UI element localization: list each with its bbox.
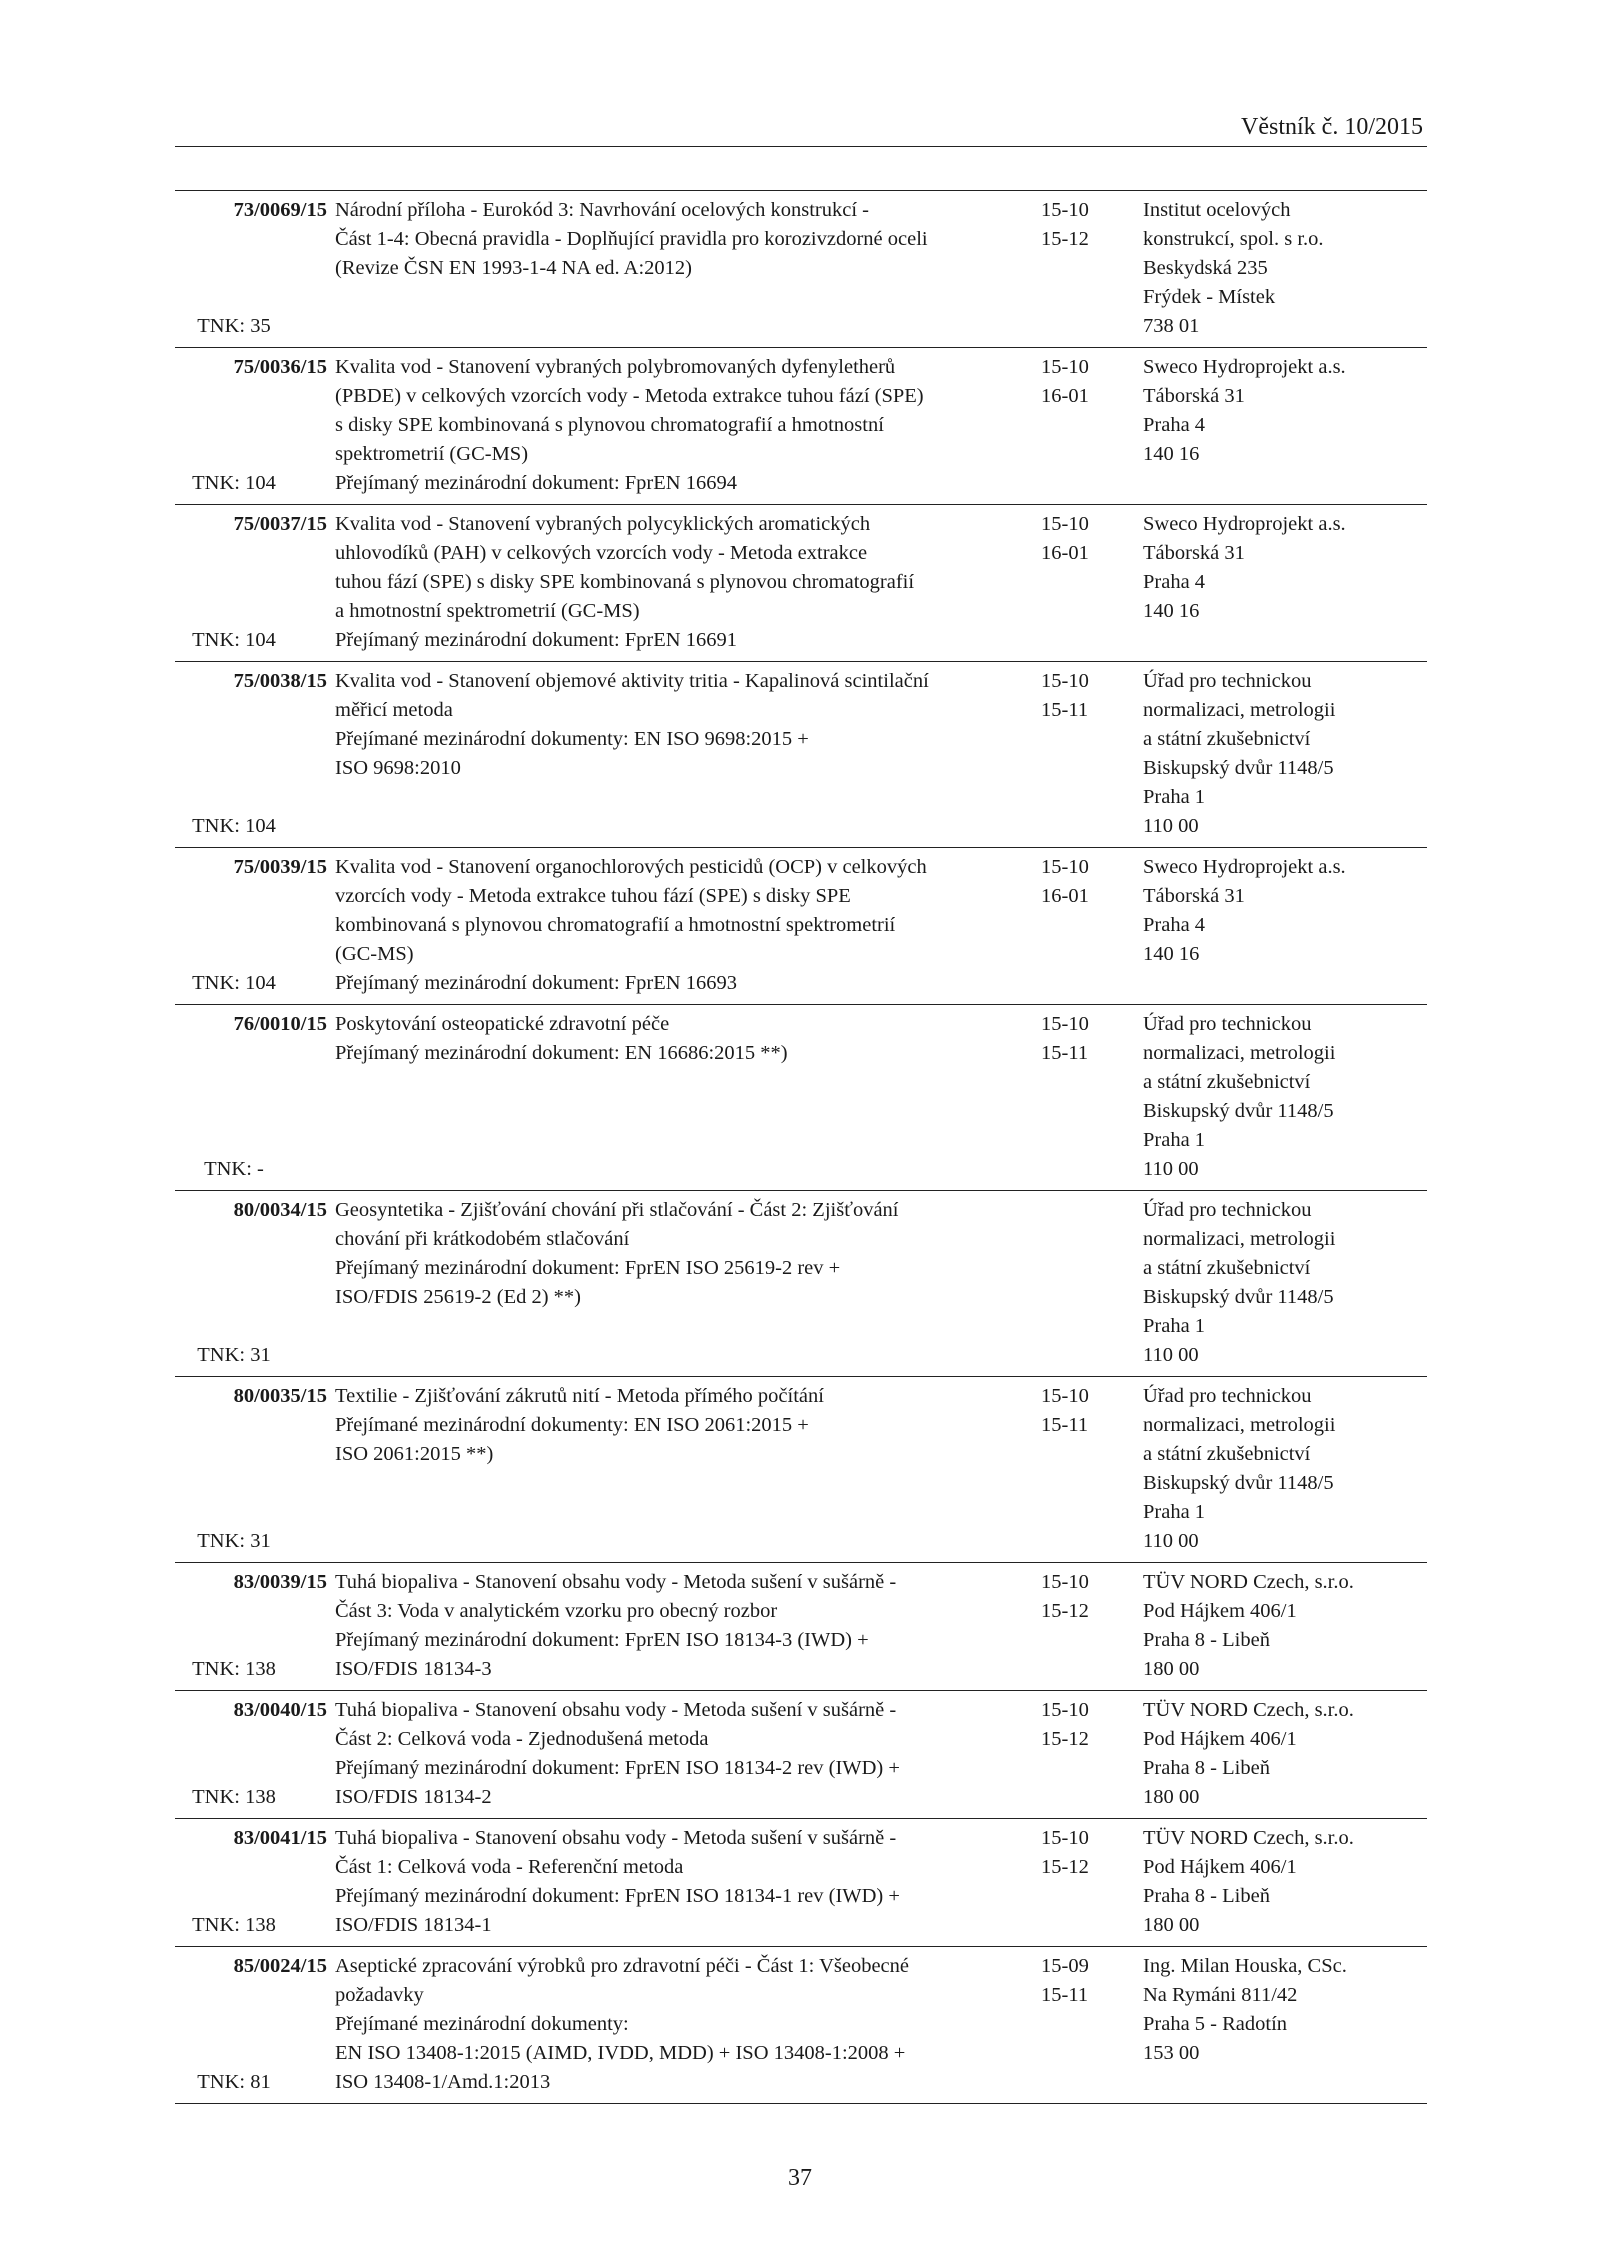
record-date: 16-01	[1041, 885, 1089, 907]
record-dates-cell	[1035, 1947, 1139, 2104]
record-organization-cell	[1139, 1191, 1427, 1377]
record-organization-line: Úřad pro technickou	[1143, 1385, 1312, 1407]
record-title-line: uhlovodíků (PAH) v celkových vzorcích vody - Metoda extrakce	[335, 542, 868, 564]
record-date: 15-12	[1041, 1856, 1089, 1878]
record-id-cell	[175, 1691, 327, 1819]
record-dates-cell	[1035, 1191, 1139, 1377]
record-title-line: Geosyntetika - Zjišťování chování při stlačování - Část 2: Zjišťování	[335, 1199, 899, 1221]
record-organization-line: 110 00	[1143, 815, 1199, 837]
record-organization-line: Institut ocelových	[1143, 199, 1291, 221]
record-title-line: požadavky	[335, 1984, 424, 2006]
table-row	[175, 1819, 1427, 1947]
record-organization-line: Praha 8 - Libeň	[1143, 1629, 1270, 1651]
record-organization-cell	[1139, 662, 1427, 848]
record-date: 15-10	[1041, 1699, 1089, 1721]
record-dates-cell	[1035, 1005, 1139, 1191]
record-organization-line: 180 00	[1143, 1786, 1200, 1808]
record-organization-line: Pod Hájkem 406/1	[1143, 1600, 1297, 1622]
record-date: 15-10	[1041, 199, 1089, 221]
record-organization-line: Biskupský dvůr 1148/5	[1143, 757, 1334, 779]
record-title-line: ISO/FDIS 18134-2	[335, 1786, 492, 1808]
record-id-cell	[175, 1005, 327, 1191]
record-organization-line: Na Rymáni 811/42	[1143, 1984, 1298, 2006]
table-row	[175, 1377, 1427, 1563]
record-title-line: Aseptické zpracování výrobků pro zdravotní péči - Část 1: Všeobecné	[335, 1955, 909, 1977]
record-organization-line: normalizaci, metrologii	[1143, 1414, 1336, 1436]
record-tnk: TNK: 104	[192, 815, 276, 837]
record-title-line: Část 1-4: Obecná pravidla - Doplňující pravidla pro korozivzdorné oceli	[335, 228, 928, 250]
record-organization-cell	[1139, 1377, 1427, 1563]
record-tnk: TNK: 81	[197, 2071, 271, 2093]
record-id: 75/0039/15	[233, 856, 327, 878]
record-tnk: TNK: 138	[192, 1658, 276, 1680]
record-title-line: a hmotnostní spektrometrií (GC-MS)	[335, 600, 640, 622]
record-title-line: Tuhá biopaliva - Stanovení obsahu vody - Metoda sušení v sušárně -	[335, 1699, 897, 1721]
record-title-cell	[327, 1005, 1035, 1191]
record-id: 80/0035/15	[233, 1385, 327, 1407]
record-title-line: Kvalita vod - Stanovení organochlorových pesticidů (OCP) v celkových	[335, 856, 927, 878]
record-title-line: Přejímaný mezinárodní dokument: FprEN ISO 18134-1 rev (IWD) +	[335, 1885, 900, 1907]
record-organization-line: TÜV NORD Czech, s.r.o.	[1143, 1699, 1354, 1721]
record-organization-line: Sweco Hydroprojekt a.s.	[1143, 356, 1346, 378]
record-title-line: (PBDE) v celkových vzorcích vody - Metoda extrakce tuhou fází (SPE)	[335, 385, 924, 407]
record-id: 83/0041/15	[233, 1827, 327, 1849]
table-row	[175, 1691, 1427, 1819]
record-organization-line: Táborská 31	[1143, 542, 1245, 564]
record-dates-cell	[1035, 348, 1139, 505]
record-tnk: TNK: 138	[192, 1786, 276, 1808]
record-title-cell	[327, 1691, 1035, 1819]
record-dates-cell	[1035, 1563, 1139, 1691]
record-tnk: TNK: 31	[197, 1530, 271, 1552]
record-title-line: Národní příloha - Eurokód 3: Navrhování ocelových konstrukcí -	[335, 199, 870, 221]
record-organization-cell	[1139, 505, 1427, 662]
record-organization-line: Biskupský dvůr 1148/5	[1143, 1472, 1334, 1494]
record-title-line: ISO/FDIS 25619-2 (Ed 2) **)	[335, 1286, 581, 1308]
record-title-line: Poskytování osteopatické zdravotní péče	[335, 1013, 670, 1035]
record-title-cell	[327, 1947, 1035, 2104]
record-organization-cell	[1139, 1947, 1427, 2104]
record-organization-line: Úřad pro technickou	[1143, 670, 1312, 692]
page-header	[175, 112, 1427, 147]
record-id: 80/0034/15	[233, 1199, 327, 1221]
record-title-cell	[327, 1819, 1035, 1947]
page-number: 37	[788, 2165, 812, 2191]
record-organization-cell	[1139, 848, 1427, 1005]
record-title-line: Přejímaný mezinárodní dokument: FprEN 16694	[335, 472, 737, 494]
record-dates-cell	[1035, 662, 1139, 848]
record-title-line: ISO/FDIS 18134-3	[335, 1658, 492, 1680]
record-date: 15-10	[1041, 1013, 1089, 1035]
record-organization-cell	[1139, 348, 1427, 505]
table-row	[175, 848, 1427, 1005]
record-id: 75/0037/15	[233, 513, 327, 535]
table-row	[175, 505, 1427, 662]
record-organization-line: Praha 1	[1143, 786, 1206, 808]
record-organization-line: 140 16	[1143, 443, 1200, 465]
record-date: 15-10	[1041, 670, 1089, 692]
record-organization-line: Praha 8 - Libeň	[1143, 1757, 1270, 1779]
record-title-line: Přejímané mezinárodní dokumenty: EN ISO 9698:2015 +	[335, 728, 809, 750]
record-id: 85/0024/15	[233, 1955, 327, 1977]
table-row	[175, 1563, 1427, 1691]
record-organization-line: 180 00	[1143, 1914, 1200, 1936]
record-organization-line: Sweco Hydroprojekt a.s.	[1143, 513, 1346, 535]
table-row	[175, 191, 1427, 348]
record-title-line: EN ISO 13408-1:2015 (AIMD, IVDD, MDD) + ISO 13408-1:2008 +	[335, 2042, 906, 2064]
record-organization-line: Praha 4	[1143, 571, 1206, 593]
record-date: 15-09	[1041, 1955, 1089, 1977]
record-title-line: Tuhá biopaliva - Stanovení obsahu vody - Metoda sušení v sušárně -	[335, 1827, 897, 1849]
record-organization-line: Táborská 31	[1143, 885, 1245, 907]
record-tnk: TNK: 104	[192, 629, 276, 651]
record-tnk: TNK: 104	[192, 972, 276, 994]
record-tnk: TNK: 35	[197, 315, 271, 337]
record-title-cell	[327, 1563, 1035, 1691]
record-date: 15-10	[1041, 856, 1089, 878]
record-date: 15-10	[1041, 1571, 1089, 1593]
records-table	[175, 190, 1427, 2104]
record-organization-line: Táborská 31	[1143, 385, 1245, 407]
record-organization-line: Úřad pro technickou	[1143, 1199, 1312, 1221]
record-title-line: ISO 13408-1/Amd.1:2013	[335, 2071, 551, 2093]
record-title-line: s disky SPE kombinovaná s plynovou chromatografií a hmotnostní	[335, 414, 884, 436]
record-organization-line: 738 01	[1143, 315, 1200, 337]
record-date: 15-10	[1041, 356, 1089, 378]
record-organization-line: 110 00	[1143, 1158, 1199, 1180]
record-organization-line: normalizaci, metrologii	[1143, 1228, 1336, 1250]
record-title-line: (GC-MS)	[335, 943, 414, 965]
record-date: 15-10	[1041, 513, 1089, 535]
record-date: 16-01	[1041, 542, 1089, 564]
record-title-cell	[327, 191, 1035, 348]
record-date: 15-11	[1041, 1042, 1089, 1064]
record-organization-line: Praha 4	[1143, 914, 1206, 936]
record-date: 15-12	[1041, 1728, 1089, 1750]
record-title-line: Kvalita vod - Stanovení vybraných polycyklických aromatických	[335, 513, 871, 535]
record-date: 16-01	[1041, 385, 1089, 407]
record-id-cell	[175, 1947, 327, 2104]
record-id: 73/0069/15	[233, 199, 327, 221]
record-tnk: TNK: -	[204, 1158, 264, 1180]
record-organization-line: TÜV NORD Czech, s.r.o.	[1143, 1827, 1354, 1849]
record-title-line: Přejímané mezinárodní dokumenty: EN ISO 2061:2015 +	[335, 1414, 809, 1436]
record-date: 15-11	[1041, 1984, 1089, 2006]
record-title-line: spektrometrií (GC-MS)	[335, 443, 529, 465]
record-title-line: měřicí metoda	[335, 699, 453, 721]
record-organization-line: Frýdek - Místek	[1143, 286, 1276, 308]
record-id-cell	[175, 348, 327, 505]
records-body	[175, 191, 1427, 2104]
record-title-line: Tuhá biopaliva - Stanovení obsahu vody - Metoda sušení v sušárně -	[335, 1571, 897, 1593]
record-organization-line: 110 00	[1143, 1344, 1199, 1366]
record-title-line: Přejímaný mezinárodní dokument: FprEN 16691	[335, 629, 737, 651]
record-date: 15-12	[1041, 1600, 1089, 1622]
record-organization-line: Sweco Hydroprojekt a.s.	[1143, 856, 1346, 878]
record-organization-cell	[1139, 1691, 1427, 1819]
record-title-cell	[327, 848, 1035, 1005]
journal-title: Věstník č. 10/2015	[1241, 114, 1423, 140]
table-row	[175, 1005, 1427, 1191]
record-organization-line: 140 16	[1143, 943, 1200, 965]
record-title-line: Kvalita vod - Stanovení objemové aktivity tritia - Kapalinová scintilační	[335, 670, 929, 692]
record-organization-line: Pod Hájkem 406/1	[1143, 1856, 1297, 1878]
record-title-line: Část 2: Celková voda - Zjednodušená metoda	[335, 1728, 709, 1750]
record-title-cell	[327, 505, 1035, 662]
record-organization-line: 153 00	[1143, 2042, 1200, 2064]
record-organization-line: normalizaci, metrologii	[1143, 699, 1336, 721]
record-title-line: ISO 2061:2015 **)	[335, 1443, 494, 1465]
table-row	[175, 1191, 1427, 1377]
record-id-cell	[175, 505, 327, 662]
record-organization-line: Praha 1	[1143, 1501, 1206, 1523]
record-title-line: Kvalita vod - Stanovení vybraných polybromovaných dyfenyletherů	[335, 356, 896, 378]
record-title-line: chování při krátkodobém stlačování	[335, 1228, 630, 1250]
record-title-line: Přejímaný mezinárodní dokument: FprEN ISO 25619-2 rev +	[335, 1257, 841, 1279]
record-dates-cell	[1035, 505, 1139, 662]
record-organization-cell	[1139, 1819, 1427, 1947]
record-organization-line: Praha 4	[1143, 414, 1206, 436]
table-row	[175, 348, 1427, 505]
record-organization-line: Biskupský dvůr 1148/5	[1143, 1100, 1334, 1122]
record-title-line: Přejímaný mezinárodní dokument: EN 16686:2015 **)	[335, 1042, 788, 1064]
record-dates-cell	[1035, 1377, 1139, 1563]
record-date: 15-11	[1041, 1414, 1089, 1436]
record-title-line: Přejímaný mezinárodní dokument: FprEN 16693	[335, 972, 737, 994]
record-title-line: Část 1: Celková voda - Referenční metoda	[335, 1856, 684, 1878]
record-organization-line: Praha 1	[1143, 1315, 1206, 1337]
record-title-cell	[327, 1191, 1035, 1377]
record-title-cell	[327, 1377, 1035, 1563]
record-id-cell	[175, 191, 327, 348]
record-organization-line: Úřad pro technickou	[1143, 1013, 1312, 1035]
record-title-line: Přejímané mezinárodní dokumenty:	[335, 2013, 629, 2035]
record-date: 15-12	[1041, 228, 1089, 250]
record-id-cell	[175, 848, 327, 1005]
record-organization-line: Beskydská 235	[1143, 257, 1268, 279]
record-organization-line: Praha 5 - Radotín	[1143, 2013, 1288, 2035]
record-organization-line: konstrukcí, spol. s r.o.	[1143, 228, 1324, 250]
record-dates-cell	[1035, 191, 1139, 348]
record-id-cell	[175, 1819, 327, 1947]
record-id: 76/0010/15	[233, 1013, 327, 1035]
record-date: 15-10	[1041, 1385, 1089, 1407]
record-id: 75/0038/15	[233, 670, 327, 692]
record-organization-line: normalizaci, metrologii	[1143, 1042, 1336, 1064]
record-organization-cell	[1139, 1005, 1427, 1191]
record-id: 83/0040/15	[233, 1699, 327, 1721]
record-organization-cell	[1139, 1563, 1427, 1691]
record-id-cell	[175, 1563, 327, 1691]
record-organization-line: a státní zkušebnictví	[1143, 1257, 1311, 1279]
record-dates-cell	[1035, 848, 1139, 1005]
record-tnk: TNK: 104	[192, 472, 276, 494]
record-dates-cell	[1035, 1691, 1139, 1819]
record-title-cell	[327, 348, 1035, 505]
record-title-line: Přejímaný mezinárodní dokument: FprEN ISO 18134-2 rev (IWD) +	[335, 1757, 900, 1779]
record-id-cell	[175, 662, 327, 848]
record-date: 15-11	[1041, 699, 1089, 721]
record-organization-line: a státní zkušebnictví	[1143, 1071, 1311, 1093]
record-title-line: kombinovaná s plynovou chromatografií a hmotnostní spektrometrií	[335, 914, 896, 936]
table-row	[175, 1947, 1427, 2104]
record-organization-line: TÜV NORD Czech, s.r.o.	[1143, 1571, 1354, 1593]
record-id-cell	[175, 1377, 327, 1563]
record-organization-line: a státní zkušebnictví	[1143, 728, 1311, 750]
record-organization-line: Biskupský dvůr 1148/5	[1143, 1286, 1334, 1308]
record-title-line: (Revize ČSN EN 1993-1-4 NA ed. A:2012)	[335, 257, 692, 279]
record-title-line: Textilie - Zjišťování zákrutů nití - Metoda přímého počítání	[335, 1385, 824, 1407]
record-title-line: Část 3: Voda v analytickém vzorku pro obecný rozbor	[335, 1600, 778, 1622]
record-organization-line: 140 16	[1143, 600, 1200, 622]
record-organization-cell	[1139, 191, 1427, 348]
record-organization-line: Pod Hájkem 406/1	[1143, 1728, 1297, 1750]
record-organization-line: Ing. Milan Houska, CSc.	[1143, 1955, 1347, 1977]
record-title-line: Přejímaný mezinárodní dokument: FprEN ISO 18134-3 (IWD) +	[335, 1629, 869, 1651]
record-id: 83/0039/15	[233, 1571, 327, 1593]
record-tnk: TNK: 31	[197, 1344, 271, 1366]
record-id-cell	[175, 1191, 327, 1377]
record-organization-line: a státní zkušebnictví	[1143, 1443, 1311, 1465]
record-organization-line: Praha 8 - Libeň	[1143, 1885, 1270, 1907]
record-organization-line: Praha 1	[1143, 1129, 1206, 1151]
record-title-line: vzorcích vody - Metoda extrakce tuhou fází (SPE) s disky SPE	[335, 885, 851, 907]
table-row	[175, 662, 1427, 848]
record-organization-line: 180 00	[1143, 1658, 1200, 1680]
record-title-line: ISO 9698:2010	[335, 757, 461, 779]
record-organization-line: 110 00	[1143, 1530, 1199, 1552]
record-id: 75/0036/15	[233, 356, 327, 378]
record-title-line: ISO/FDIS 18134-1	[335, 1914, 492, 1936]
record-dates-cell	[1035, 1819, 1139, 1947]
record-tnk: TNK: 138	[192, 1914, 276, 1936]
record-title-line: tuhou fází (SPE) s disky SPE kombinovaná s plynovou chromatografií	[335, 571, 915, 593]
record-date: 15-10	[1041, 1827, 1089, 1849]
record-title-cell	[327, 662, 1035, 848]
